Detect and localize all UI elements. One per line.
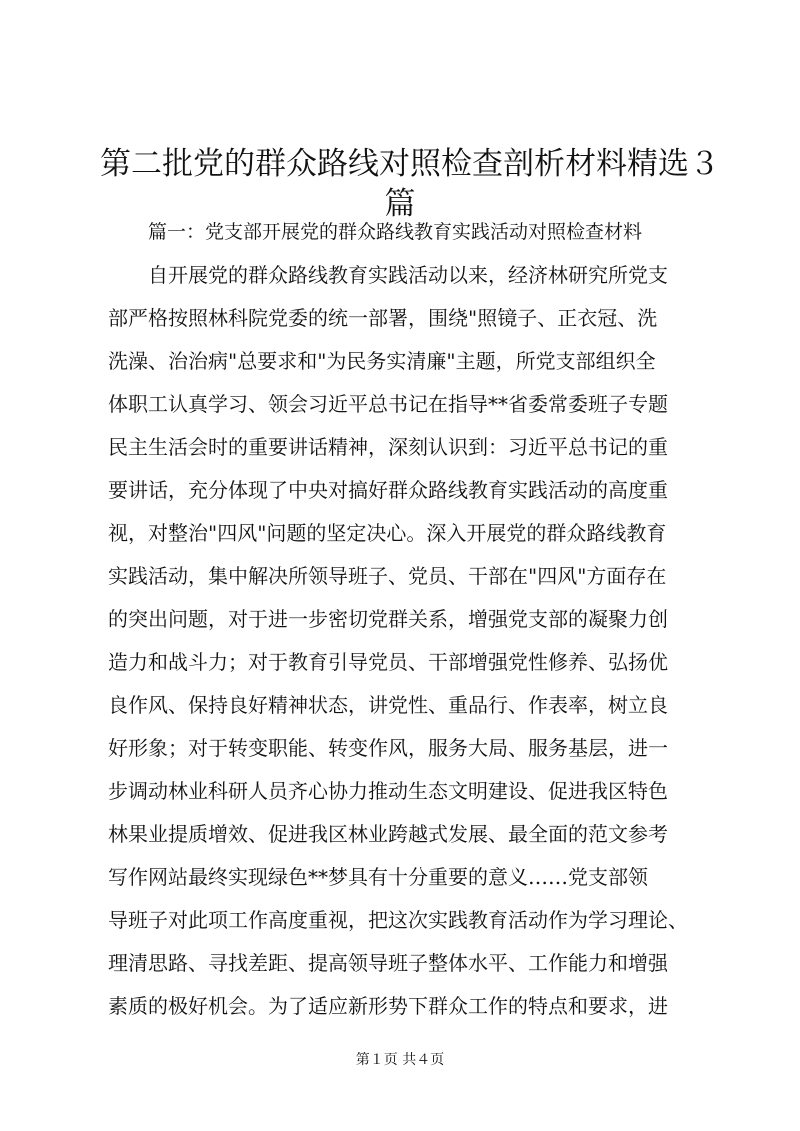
document-title-line-1: 第二批党的群众路线对照检查剖析材料精选３: [100, 146, 720, 182]
body-line: 民主生活会时的重要讲话精神，深刻认识到：习近平总书记的重: [108, 435, 668, 459]
body-line: 良作风、保持良好精神状态，讲党性、重品行、作表率，树立良: [108, 693, 668, 717]
body-line: 写作网站最终实现绿色**梦具有十分重要的意义……党支部领: [108, 865, 648, 889]
section-heading: 篇一：党支部开展党的群众路线教育实践活动对照检查材料: [148, 221, 643, 243]
body-line: 导班子对此项工作高度重视，把这次实践教育活动作为学习理论、: [108, 908, 688, 932]
body-line: 素质的极好机会。为了适应新形势下群众工作的特点和要求，进: [108, 994, 668, 1018]
document-title-line-2: 篇: [384, 186, 416, 222]
body-line: 体职工认真学习、领会习近平总书记在指导**省委常委班子专题: [108, 392, 668, 416]
body-line: 部严格按照林科院党委的统一部署，围绕"照镜子、正衣冠、洗: [108, 306, 658, 330]
body-line: 林果业提质增效、促进我区林业跨越式发展、最全面的范文参考: [108, 822, 668, 846]
body-line: 造力和战斗力；对于教育引导党员、干部增强党性修养、弘扬优: [108, 650, 668, 674]
body-line: 视，对整治"四风"问题的坚定决心。深入开展党的群众路线教育: [108, 521, 667, 545]
body-line: 理清思路、寻找差距、提高领导班子整体水平、工作能力和增强: [108, 951, 668, 975]
body-line: 实践活动，集中解决所领导班子、党员、干部在"四风"方面存在: [108, 564, 667, 588]
body-line: 洗澡、治治病"总要求和"为民务实清廉"主题，所党支部组织全: [108, 349, 656, 373]
body-line: 自开展党的群众路线教育实践活动以来，经济林研究所党支: [148, 263, 668, 287]
body-line: 好形象；对于转变职能、转变作风，服务大局、服务基层，进一: [108, 736, 668, 760]
body-line: 要讲话，充分体现了中央对搞好群众路线教育实践活动的高度重: [108, 478, 668, 502]
body-line: 的突出问题，对于进一步密切党群关系，增强党支部的凝聚力创: [108, 607, 668, 631]
body-line: 步调动林业科研人员齐心协力推动生态文明建设、促进我区特色: [108, 779, 668, 803]
page-footer: 第１页 共４页: [355, 1052, 445, 1068]
